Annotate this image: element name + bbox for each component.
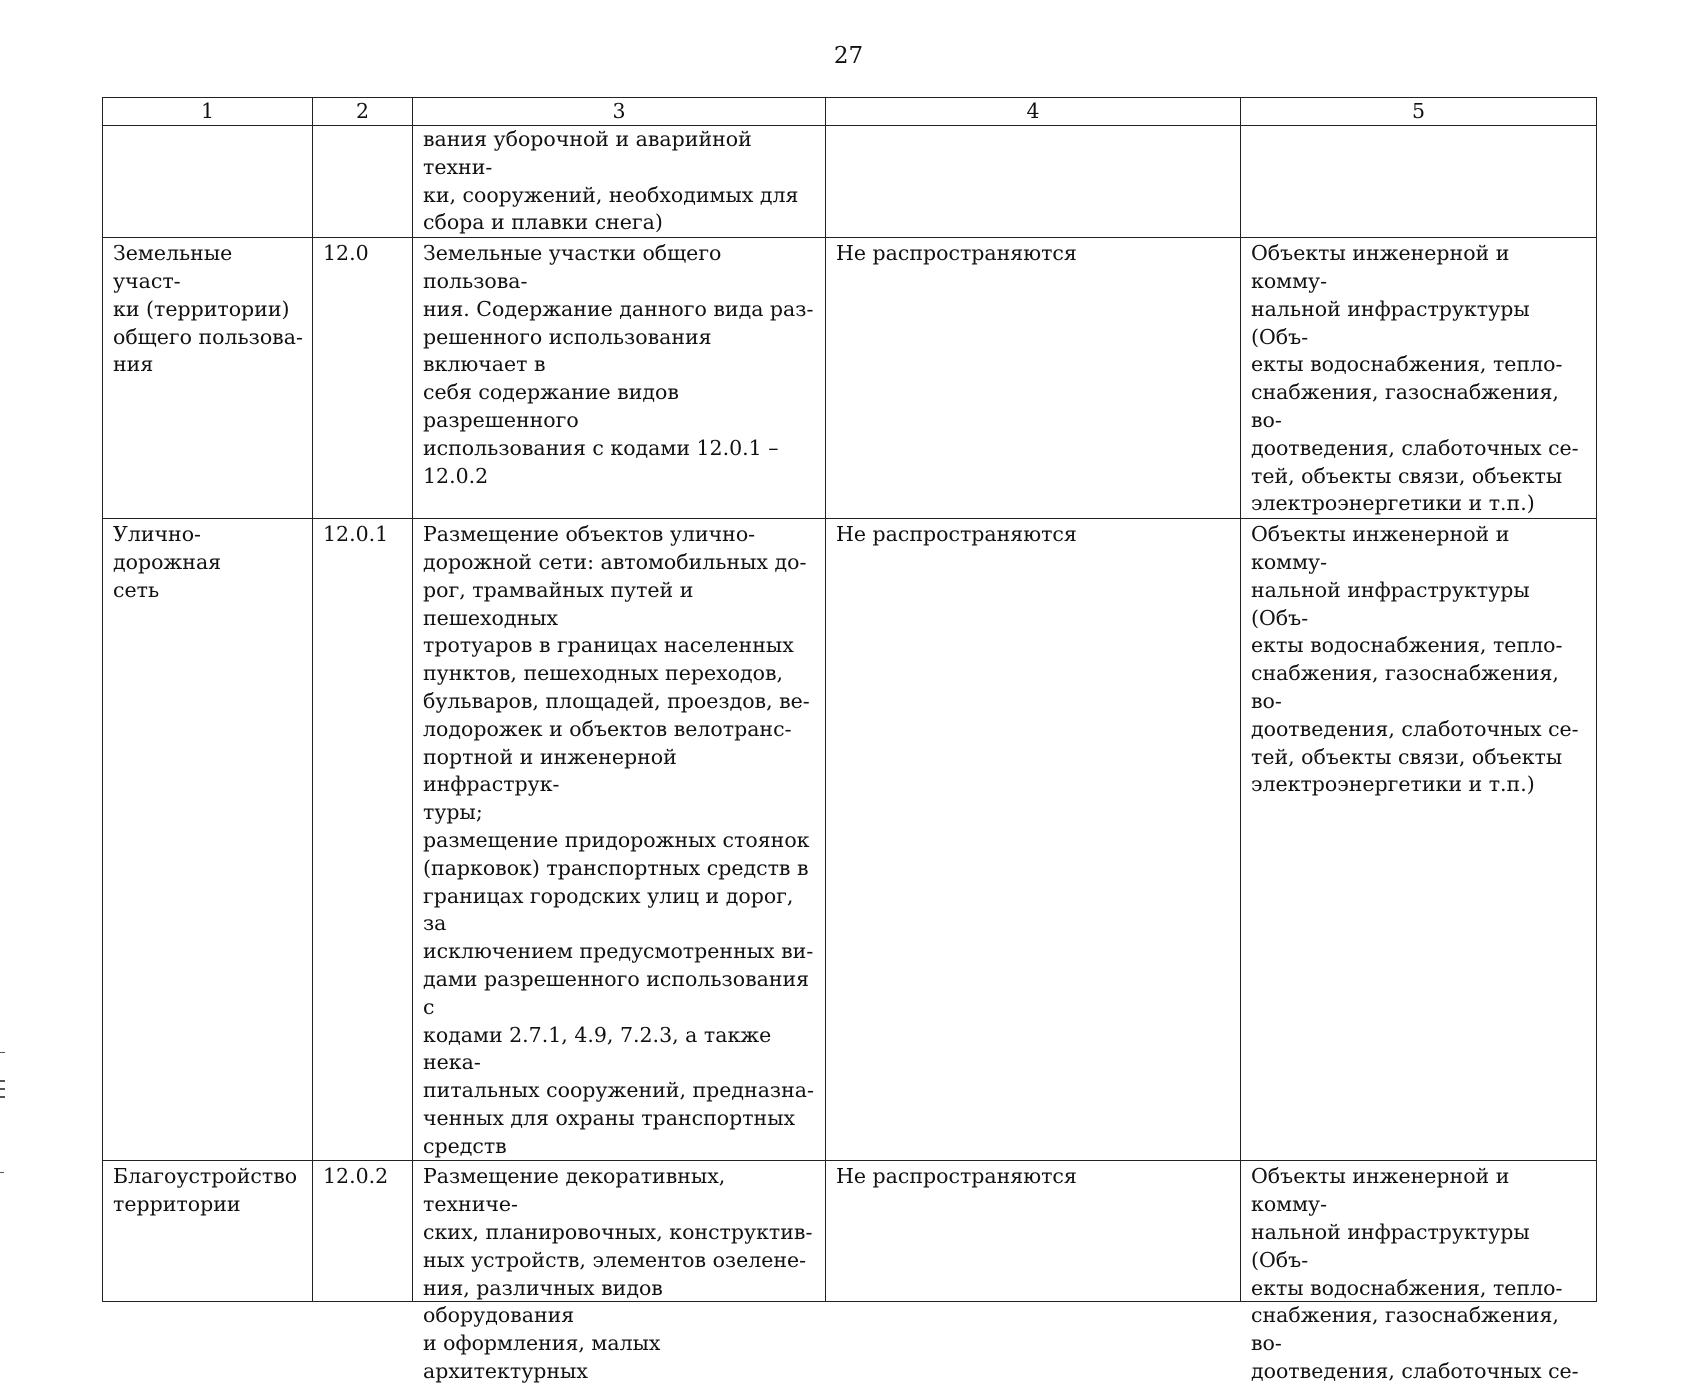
cell-name: Земельные участ- ки (территории) общего пользова- ния	[103, 238, 313, 519]
cell-restrictions	[826, 126, 1241, 238]
column-header-5: 5	[1241, 98, 1597, 126]
cell-restrictions: Не распространяются	[826, 1161, 1241, 1302]
table-row	[103, 126, 1597, 238]
cell-description: Размещение объектов улично- дорожной сети: автомобильных до- рог, трамвайных путей и пешеходных тротуаров в границах населенных пунктов, пешеходных переходов, бульваров, площадей, проездов, ве- лодорожек и объектов велотранс- портной и инженерной инфраструк- туры; размещение придорожных стоянок (парковок) транспортных средств в границах городских улиц и дорог, за исключением предусмотренных ви- дами разрешенного использования с кодами 2.7.1, 4.9, 7.2.3, а также нека- питальных сооружений, предназна- ченных для охраны транспортных средств	[413, 519, 826, 1161]
cell-code: 12.0	[313, 238, 413, 519]
scan-mark	[0, 1080, 5, 1082]
table-row	[103, 519, 1597, 1161]
cell-description: вания уборочной и аварийной техни- ки, сооружений, необходимых для сбора и плавки снега)	[413, 126, 826, 238]
scan-mark	[0, 1096, 5, 1098]
page-number: 27	[833, 43, 864, 69]
cell-objects	[1241, 126, 1597, 238]
column-header-3: 3	[413, 98, 826, 126]
cell-objects: Объекты инженерной и комму- нальной инфраструктуры (Объ- екты водоснабжения, тепло- снабжения, газоснабжения, во- доотведения, слаботочных се- тей, объекты связи, объекты электроэнергетики и т.п.)	[1241, 238, 1597, 519]
cell-description: Размещение декоративных, техниче- ских, планировочных, конструктив- ных устройств, элементов озелене- ния, различных видов оборудования и оформления, малых архитектурных	[413, 1161, 826, 1302]
cell-objects: Объекты инженерной и комму- нальной инфраструктуры (Объ- екты водоснабжения, тепло- снабжения, газоснабжения, во- доотведения, слаботочных се-	[1241, 1161, 1597, 1302]
table-row	[103, 238, 1597, 519]
cell-name: Благоустройство территории	[103, 1161, 313, 1302]
cell-objects: Объекты инженерной и комму- нальной инфраструктуры (Объ- екты водоснабжения, тепло- снабжения, газоснабжения, во- доотведения, слаботочных се- тей, объекты связи, объекты электроэнергетики и т.п.)	[1241, 519, 1597, 1161]
cell-code	[313, 126, 413, 238]
cell-code: 12.0.1	[313, 519, 413, 1161]
cell-code: 12.0.2	[313, 1161, 413, 1302]
scan-mark	[0, 1052, 5, 1053]
scan-mark	[0, 1088, 5, 1090]
table-row	[103, 1161, 1597, 1302]
table-header-row	[103, 98, 1597, 126]
cell-restrictions: Не распространяются	[826, 238, 1241, 519]
cell-restrictions: Не распространяются	[826, 519, 1241, 1161]
cell-name: Улично-дорожная сеть	[103, 519, 313, 1161]
column-header-1: 1	[103, 98, 313, 126]
column-header-4: 4	[826, 98, 1241, 126]
cell-name	[103, 126, 313, 238]
scan-mark	[0, 1172, 4, 1173]
column-header-2: 2	[313, 98, 413, 126]
land-use-table	[102, 97, 1597, 1384]
cell-description: Земельные участки общего пользова- ния. Содержание данного вида раз- решенного использования включает в себя содержание видов разрешенного использования с кодами 12.0.1 – 12.0.2	[413, 238, 826, 519]
